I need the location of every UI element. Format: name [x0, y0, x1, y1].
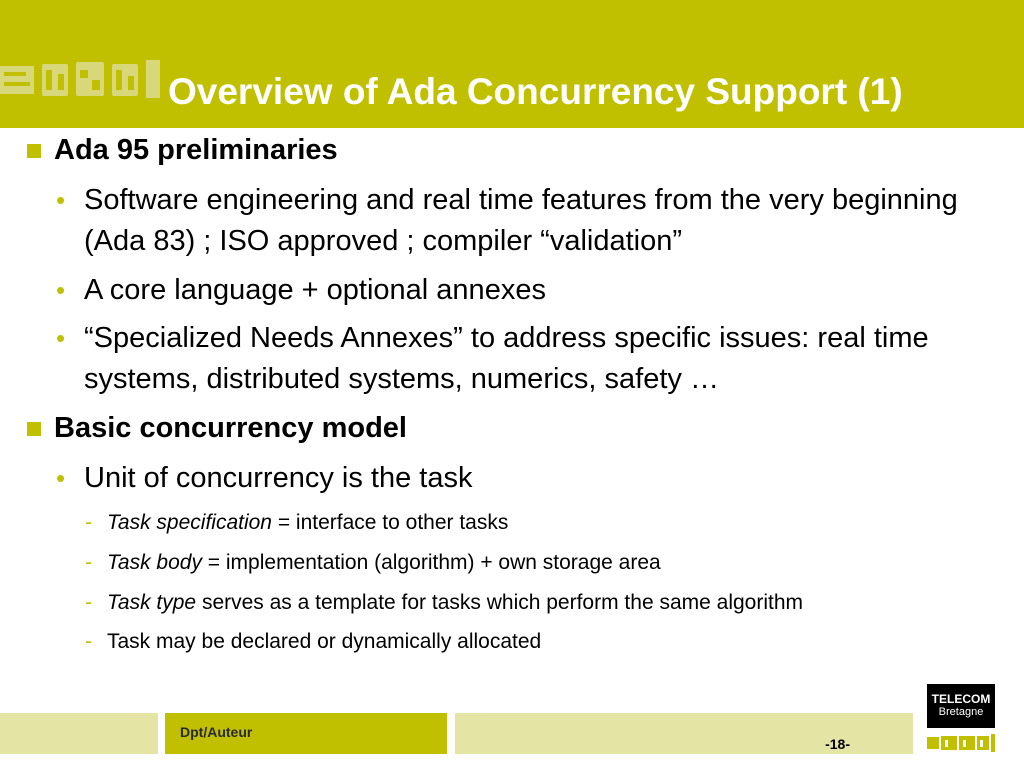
- square-bullet-icon: [27, 144, 41, 158]
- bullet-item: [56, 180, 1004, 262]
- dash-bullet-icon: -: [85, 551, 92, 574]
- footer-author-band: [165, 713, 447, 754]
- sub-item-text: serves as a template for tasks which perform the same algorithm: [196, 591, 804, 614]
- section-label: Ada 95 preliminaries: [54, 134, 338, 166]
- footer-band-right: [455, 713, 913, 754]
- bullet-text: Software engineering and real time features from the very beginning (Ada 83) ; ISO approved ; compiler “validation”: [84, 184, 958, 257]
- dash-bullet-icon: -: [85, 630, 92, 653]
- footer-band-left: [0, 713, 158, 754]
- bullet-text: Unit of concurrency is the task: [84, 462, 473, 494]
- sub-item-term: Task specification: [107, 511, 272, 534]
- sub-item-text: = interface to other tasks: [271, 511, 509, 534]
- telecom-bretagne-mark-icon: [0, 58, 165, 102]
- footer-author: Dpt/Auteur: [180, 724, 253, 740]
- logo-mark-icon: [927, 734, 995, 752]
- sub-item: [85, 589, 804, 617]
- bullet-text: “Specialized Needs Annexes” to address specific issues: real time systems, distributed systems, numerics, safety …: [84, 322, 929, 395]
- section-heading: [54, 410, 407, 446]
- bullet-icon: •: [56, 275, 66, 305]
- square-bullet-icon: [27, 422, 41, 436]
- dash-bullet-icon: -: [85, 511, 92, 534]
- sub-item-text: Task may be declared or dynamically allocated: [107, 630, 542, 653]
- logo-line-2: Bretagne: [938, 706, 984, 718]
- logo-line-1: TELECOM: [931, 692, 991, 706]
- section-label: Basic concurrency model: [54, 412, 407, 444]
- bullet-icon: •: [56, 463, 66, 493]
- page-number: -18-: [825, 736, 850, 752]
- sub-item-term: Task body: [107, 551, 202, 574]
- sub-item-text: = implementation (algorithm) + own storage area: [201, 551, 661, 574]
- bullet-icon: •: [56, 185, 66, 215]
- sub-item: [85, 628, 542, 656]
- bullet-item: [56, 270, 1004, 311]
- slide-header: [0, 0, 1024, 128]
- section-heading: [54, 132, 338, 168]
- dash-bullet-icon: -: [85, 591, 92, 614]
- sub-item: [85, 549, 661, 577]
- bullet-text: A core language + optional annexes: [84, 274, 546, 306]
- sub-item-term: Task type: [107, 591, 197, 614]
- sub-item: [85, 509, 509, 537]
- bullet-icon: •: [56, 323, 66, 353]
- slide-title: Overview of Ada Concurrency Support (1): [168, 71, 903, 112]
- telecom-bretagne-logo: [927, 684, 995, 728]
- bullet-item: [56, 458, 1004, 499]
- bullet-item: [56, 318, 1004, 400]
